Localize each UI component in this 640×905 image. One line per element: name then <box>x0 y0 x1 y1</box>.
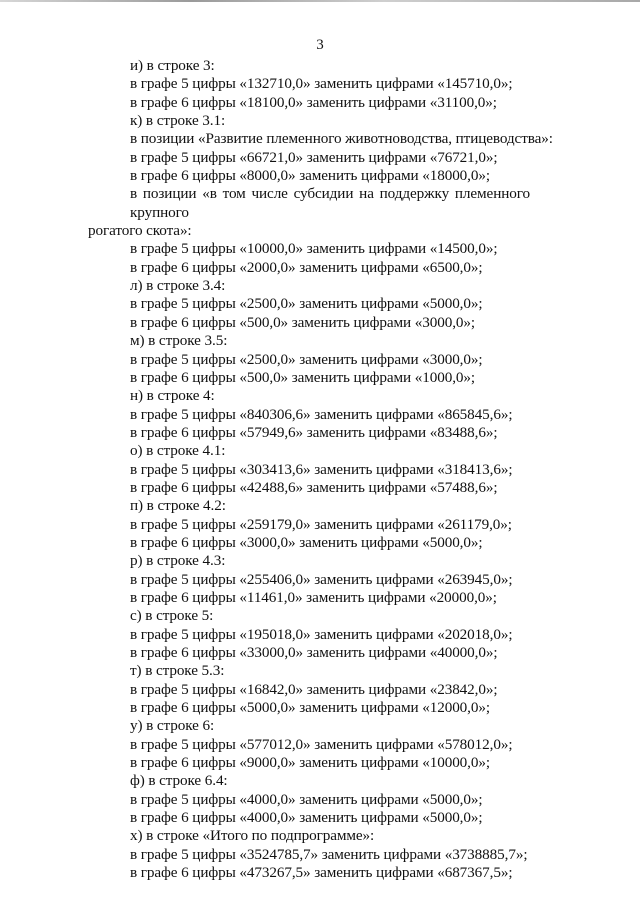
amendment-line: в графе 6 цифры «11461,0» заменить цифрами «20000,0»; <box>130 588 497 606</box>
list-item-heading: м) в строке 3.5: <box>130 332 228 350</box>
amendment-line: в графе 5 цифры «303413,6» заменить цифрами «318413,6»; <box>130 460 513 478</box>
amendment-line: в графе 5 цифры «2500,0» заменить цифрами «3000,0»; <box>130 350 483 368</box>
list-item-heading: р) в строке 4.3: <box>130 552 226 570</box>
amendment-line: в графе 6 цифры «500,0» заменить цифрами «3000,0»; <box>130 313 475 331</box>
amendment-line: в графе 6 цифры «4000,0» заменить цифрами «5000,0»; <box>130 809 483 827</box>
amendment-line: в графе 6 цифры «42488,6» заменить цифрами «57488,6»; <box>130 478 498 496</box>
list-item-heading: х) в строке «Итого по подпрограмме»: <box>130 827 375 845</box>
list-item-heading: ф) в строке 6.4: <box>130 772 228 790</box>
amendment-line: в графе 5 цифры «16842,0» заменить цифрами «23842,0»; <box>130 680 498 698</box>
amendment-line: в графе 5 цифры «577012,0» заменить цифрами «578012,0»; <box>130 735 513 753</box>
amendment-line: в графе 5 цифры «4000,0» заменить цифрами «5000,0»; <box>130 790 483 808</box>
list-item-heading: с) в строке 5: <box>130 607 214 625</box>
amendment-line: в графе 5 цифры «10000,0» заменить цифрами «14500,0»; <box>130 240 498 258</box>
list-item-heading: к) в строке 3.1: <box>130 112 226 130</box>
amendment-line: в графе 5 цифры «3524785,7» заменить цифрами «3738885,7»; <box>130 845 528 863</box>
page-number: 3 <box>316 37 324 53</box>
list-item-heading: п) в строке 4.2: <box>130 497 226 515</box>
list-item-heading: н) в строке 4: <box>130 387 215 405</box>
amendment-line: в графе 6 цифры «3000,0» заменить цифрами «5000,0»; <box>130 533 483 551</box>
amendment-line: в графе 6 цифры «500,0» заменить цифрами «1000,0»; <box>130 368 475 386</box>
amendment-line: в графе 6 цифры «5000,0» заменить цифрами «12000,0»; <box>130 699 490 717</box>
amendment-line: в графе 5 цифры «132710,0» заменить цифрами «145710,0»; <box>130 75 513 93</box>
amendment-line: в графе 5 цифры «195018,0» заменить цифрами «202018,0»; <box>130 625 513 643</box>
position-line: в позиции «Развитие племенного животноводства, птицеводства»: <box>130 130 553 148</box>
amendment-line: в графе 6 цифры «9000,0» заменить цифрами «10000,0»; <box>130 754 490 772</box>
document-body <box>88 57 553 882</box>
scan-edge <box>0 0 640 2</box>
amendment-line: в графе 6 цифры «473267,5» заменить цифрами «687367,5»; <box>130 864 513 882</box>
amendment-line: в графе 5 цифры «66721,0» заменить цифрами «76721,0»; <box>130 148 498 166</box>
position-line-continuation: рогатого скота»: <box>88 222 192 240</box>
amendment-line: в графе 5 цифры «255406,0» заменить цифрами «263945,0»; <box>130 570 513 588</box>
amendment-line: в графе 5 цифры «840306,6» заменить цифрами «865845,6»; <box>130 405 513 423</box>
list-item-heading: л) в строке 3.4: <box>130 277 226 295</box>
amendment-line: в графе 6 цифры «18100,0» заменить цифрами «31100,0»; <box>130 93 497 111</box>
list-item-heading: и) в строке 3: <box>130 57 215 74</box>
amendment-line: в графе 5 цифры «259179,0» заменить цифрами «261179,0»; <box>130 515 512 533</box>
amendment-line: в графе 6 цифры «33000,0» заменить цифрами «40000,0»; <box>130 644 498 661</box>
list-item-heading: о) в строке 4.1: <box>130 442 226 460</box>
list-item-heading: т) в строке 5.3: <box>130 662 225 680</box>
amendment-line: в графе 6 цифры «2000,0» заменить цифрами «6500,0»; <box>130 258 483 276</box>
amendment-line: в графе 5 цифры «2500,0» заменить цифрами «5000,0»; <box>130 295 483 313</box>
list-item-heading: у) в строке 6: <box>130 717 215 735</box>
position-line: в позиции «в том числе субсидии на поддержку племенного крупного <box>130 185 530 221</box>
amendment-line: в графе 6 цифры «8000,0» заменить цифрами «18000,0»; <box>130 167 490 185</box>
amendment-line: в графе 6 цифры «57949,6» заменить цифрами «83488,6»; <box>130 423 498 441</box>
